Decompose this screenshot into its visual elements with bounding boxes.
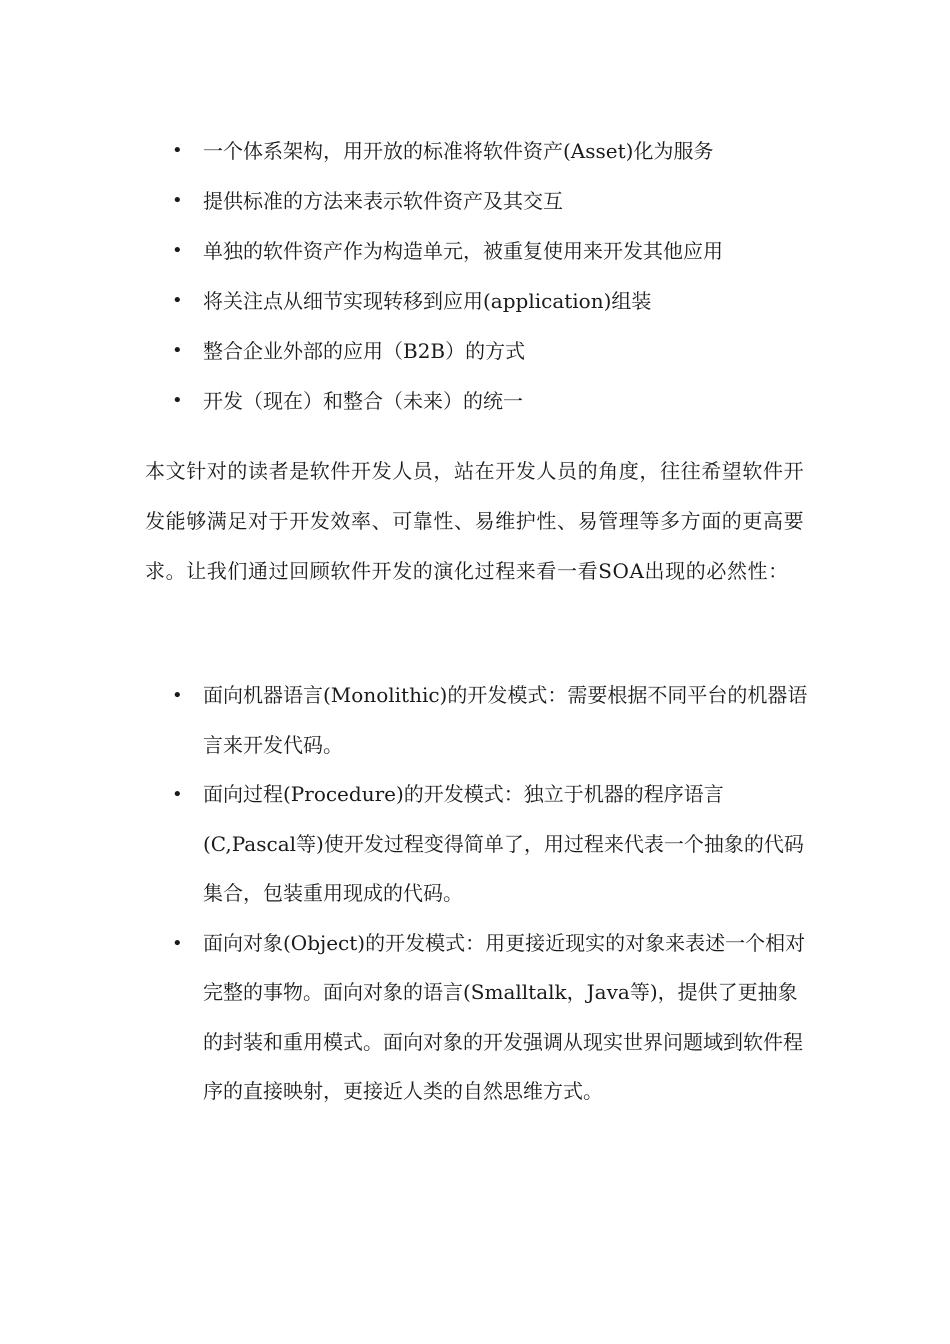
- bullet-icon: •: [172, 190, 183, 211]
- feature-list: [145, 126, 723, 426]
- list-item: [145, 376, 723, 426]
- bullet-icon: •: [172, 932, 183, 954]
- intro-paragraph: 本文针对的读者是软件开发人员，站在开发人员的角度，往往希望软件开发能够满足对于开发效率、可靠性、易维护性、易管理等多方面的更高要求。让我们通过回顾软件开发的演化过程来看一看SOA出现的必然性：: [145, 459, 805, 583]
- list-item-text: 面向对象(Object)的开发模式：用更接近现实的对象来表述一个相对完整的事物。面向对象的语言(Smalltalk，Java等)，提供了更抽象的封装和重用模式。面向对象的开发强调从现实世界问题域到软件程序的直接映射，更接近人类的自然思维方式。: [203, 930, 806, 1103]
- list-item: [145, 126, 723, 176]
- bullet-icon: •: [172, 685, 183, 706]
- bullet-icon: •: [172, 140, 183, 161]
- list-item-text: 将关注点从细节实现转移到应用(application)组装: [203, 289, 652, 313]
- list-item: [145, 919, 810, 1117]
- list-item-text: 一个体系架构，用开放的标准将软件资产(Asset)化为服务: [203, 139, 714, 163]
- list-item: [145, 326, 723, 376]
- list-item: [145, 226, 723, 276]
- list-item: [145, 770, 810, 919]
- list-item: [145, 176, 723, 226]
- list-item-text: 开发（现在）和整合（未来）的统一: [203, 389, 523, 413]
- bullet-icon: •: [172, 340, 183, 361]
- list-item-text: 单独的软件资产作为构造单元，被重复使用来开发其他应用: [203, 239, 723, 263]
- list-item-text: 整合企业外部的应用（B2B）的方式: [203, 339, 526, 363]
- evolution-list: [145, 671, 810, 1117]
- bullet-icon: •: [172, 390, 183, 411]
- list-item-text: 面向过程(Procedure)的开发模式：独立于机器的程序语言(C,Pascal等)使开发过程变得简单了，用过程来代表一个抽象的代码集合，包装重用现成的代码。: [203, 782, 804, 905]
- list-item-text: 面向机器语言(Monolithic)的开发模式：需要根据不同平台的机器语言来开发代码。: [203, 683, 808, 757]
- list-item: [145, 276, 723, 326]
- bullet-icon: •: [172, 290, 183, 311]
- list-item: [145, 671, 810, 770]
- bullet-icon: •: [172, 240, 183, 261]
- list-item-text: 提供标准的方法来表示软件资产及其交互: [203, 189, 563, 213]
- bullet-icon: •: [172, 784, 183, 805]
